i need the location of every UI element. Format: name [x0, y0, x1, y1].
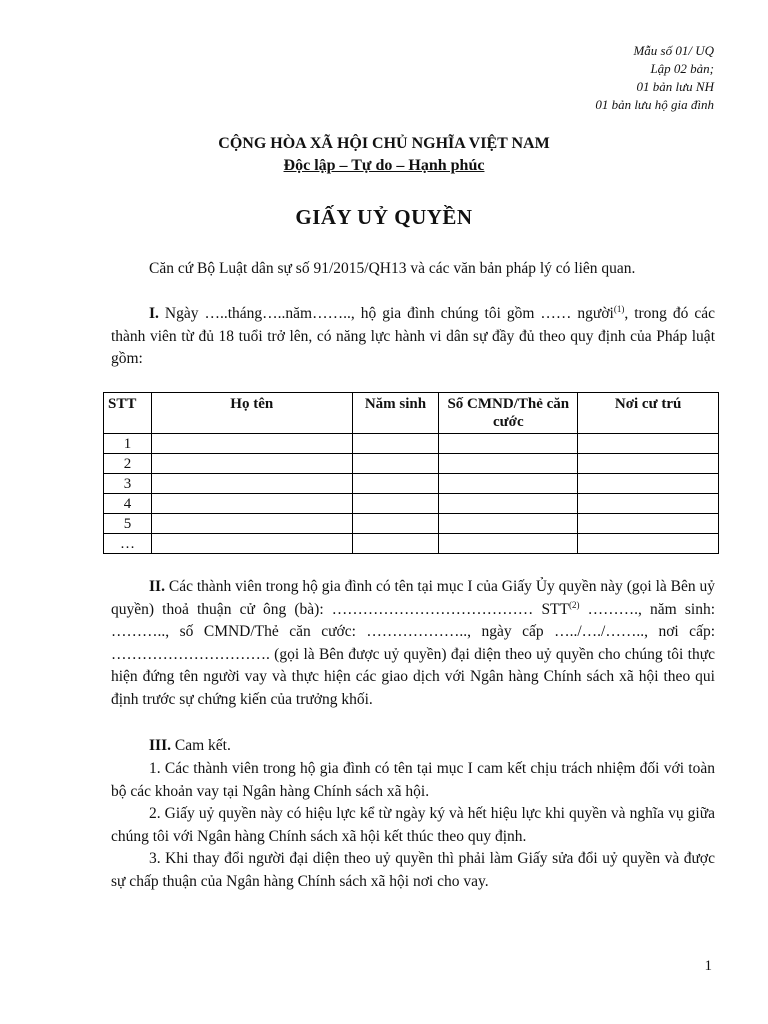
intro-paragraph: [111, 258, 715, 281]
copy-bank-note: 01 bản lưu NH: [636, 79, 714, 94]
residence-cell[interactable]: [578, 534, 719, 554]
table-header-row: [104, 393, 719, 434]
birth-year-cell[interactable]: [352, 534, 439, 554]
commitment-3-text: 3. Khi thay đổi người đại diện theo uỷ quyền thì phải làm Giấy sửa đổi uỷ quyền và được sự chấp thuận của Ngân hàng Chính sách xã hội nơi cho vay.: [111, 850, 715, 890]
id-number-cell[interactable]: [439, 454, 578, 474]
col-header-stt: STT: [104, 393, 152, 434]
row-number: 3: [104, 474, 152, 494]
section-1-text-cont: , trong đó các thành viên từ đủ 18 tuổi trở lên, có năng lực hành vi dân sự đầy đủ theo quy định của Pháp luật gồm:: [111, 305, 716, 368]
intro-text: Căn cứ Bộ Luật dân sự số 91/2015/QH13 và các văn bản pháp lý có liên quan.: [149, 260, 636, 277]
commitment-1: [111, 758, 715, 803]
members-table: [103, 392, 719, 554]
section-2-stt: STT: [541, 600, 569, 618]
section-1-text: Ngày …..tháng…..năm…….., hộ gia đình chúng tôi gồm …… người: [164, 305, 614, 322]
name-cell[interactable]: [151, 494, 352, 514]
commitment-2: [111, 803, 715, 848]
id-number-cell[interactable]: [439, 474, 578, 494]
section-3-heading: [111, 735, 715, 758]
id-number-cell[interactable]: [439, 434, 578, 454]
name-cell[interactable]: [151, 534, 352, 554]
national-motto: Độc lập – Tự do – Hạnh phúc: [283, 157, 485, 174]
name-cell[interactable]: [151, 434, 352, 454]
row-number: 5: [104, 514, 152, 534]
nation-name: CỘNG HÒA XÃ HỘI CHỦ NGHĨA VIỆT NAM: [218, 135, 550, 152]
row-number: 4: [104, 494, 152, 514]
birth-year-cell[interactable]: [352, 454, 439, 474]
residence-cell[interactable]: [578, 474, 719, 494]
col-header-id-number: Số CMND/Thẻ căn cước: [439, 393, 578, 434]
residence-cell[interactable]: [578, 514, 719, 534]
id-number-cell[interactable]: [439, 514, 578, 534]
table-row: [104, 514, 719, 534]
residence-cell[interactable]: [578, 454, 719, 474]
id-number-cell[interactable]: [439, 534, 578, 554]
form-code: Mẫu số 01/ UQ: [633, 43, 714, 58]
section-3-label: III.: [149, 737, 171, 754]
commitment-3: [111, 848, 715, 893]
footnote-1-marker: (1): [613, 303, 625, 314]
section-2: [111, 576, 715, 712]
section-2-text-cont: ………., năm sinh: ……….., số CMND/Thẻ căn cước: ……………….., ngày cấp …../…./…….., nơi cấp: …………………………. (gọi là Bên được uỷ quyền) đại diện theo uỷ quyền cho chúng tôi thực hiện đứng tên người vay và thực hiện các giao dịch với Ngân hàng Chính sách xã hội theo qui định trước sự chứng kiến của trưởng khối.: [111, 600, 715, 708]
table-row: [104, 494, 719, 514]
table-row: [104, 454, 719, 474]
id-number-cell[interactable]: [439, 494, 578, 514]
commitment-1-text: 1. Các thành viên trong hộ gia đình có tên tại mục I cam kết chịu trách nhiệm đối với toàn bộ các khoản vay tại Ngân hàng Chính sách xã hội.: [111, 760, 715, 800]
residence-cell[interactable]: [578, 434, 719, 454]
section-2-label: II.: [149, 578, 165, 595]
national-header: [0, 133, 768, 177]
section-1-label: I.: [149, 305, 159, 322]
form-code-note: [595, 42, 714, 114]
section-3-title: Cam kết.: [174, 737, 231, 754]
page-number: 1: [704, 958, 712, 974]
table-row: [104, 474, 719, 494]
birth-year-cell[interactable]: [352, 494, 439, 514]
birth-year-cell[interactable]: [352, 474, 439, 494]
table-row: [104, 534, 719, 554]
col-header-residence: Nơi cư trú: [578, 393, 719, 434]
footnote-2-marker: (2): [569, 599, 580, 610]
row-number: 1: [104, 434, 152, 454]
row-number: 2: [104, 454, 152, 474]
document-title: GIẤY UỶ QUYỀN: [295, 205, 473, 229]
copies-note: Lập 02 bản;: [650, 61, 714, 76]
copy-household-note: 01 bản lưu hộ gia đình: [595, 97, 714, 112]
col-header-birth-year: Năm sinh: [352, 393, 439, 434]
section-2-text: Các thành viên trong hộ gia đình có tên tại mục I của Giấy Ủy quyền này (gọi là Bên uỷ quyền) thoả thuận cử ông (bà): …………………………………: [111, 578, 716, 618]
residence-cell[interactable]: [578, 494, 719, 514]
name-cell[interactable]: [151, 454, 352, 474]
section-1: [111, 303, 715, 371]
commitment-2-text: 2. Giấy uỷ quyền này có hiệu lực kể từ ngày ký và hết hiệu lực khi quyền và nghĩa vụ giữa chúng tôi với Ngân hàng Chính sách xã hội kết thúc theo quy định.: [111, 805, 715, 845]
name-cell[interactable]: [151, 474, 352, 494]
col-header-name: Họ tên: [151, 393, 352, 434]
table-row: [104, 434, 719, 454]
birth-year-cell[interactable]: [352, 514, 439, 534]
birth-year-cell[interactable]: [352, 434, 439, 454]
row-number: …: [104, 534, 152, 554]
name-cell[interactable]: [151, 514, 352, 534]
